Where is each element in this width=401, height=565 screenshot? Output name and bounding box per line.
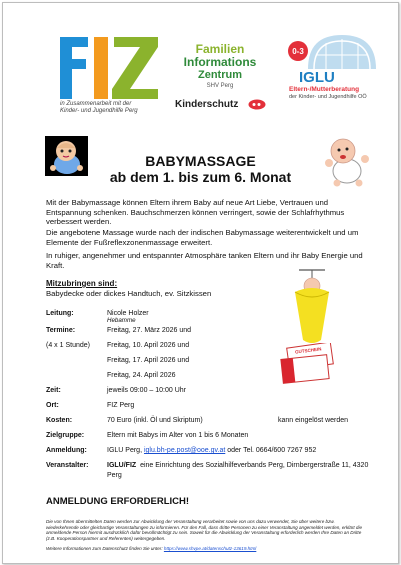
ort-label bbox=[46, 401, 59, 411]
fiz-subtitle-line: in Zusammenarbeit mit der bbox=[60, 101, 132, 107]
termin-date: Freitag, 24. April 2026 bbox=[107, 372, 176, 379]
svg-text:0-3: 0-3 bbox=[292, 47, 304, 56]
datenschutz-text: Die von Ihnen übermittelten Daten werden zur Abwicklung der Veranstaltung verarbeitet sowie von uns dazu verwendet, Sie über weitere bzw. wiederkehrende oder gleichartige Veranstaltungen zu informieren. Für den Fall, dass dritte Personen zu einer Veranstaltung angemeldet werden, erklärt die anmeldende Person hiermit ausdrücklich dafür bevollmächtigt zu sein. Soweit für die Abwicklung der Veranstaltung erforderlich werden Ihre Daten an Dritte (z.B. Kooperationspartner und Referenten) weitergegeben. bbox=[46, 519, 363, 541]
mitzubringen-text: Babydecke oder dickes Handtuch, ev. Sitzkissen bbox=[46, 289, 212, 298]
leitung-role: Hebamme bbox=[107, 317, 136, 324]
iglu-subtitle: Eltern-/Mutterberatung bbox=[289, 86, 360, 93]
datenschutz-info bbox=[46, 546, 364, 552]
intro-paragraph: Mit der Babymassage können Eltern ihrem Baby auf neue Art Liebe, Vertrauen und Entspannung schenken. Bauchschmerzen können verringert, sowie der Schlafrhythmus verbessert werden. bbox=[46, 198, 345, 226]
label-text: Ort: bbox=[46, 402, 59, 409]
familien-informations-zentrum-logo bbox=[175, 43, 265, 90]
label-text: Anmeldung: bbox=[46, 447, 87, 454]
kinderschutz-label: Kinderschutz bbox=[175, 99, 239, 110]
anmeldung-value bbox=[107, 446, 316, 456]
kosten-extra: kann eingelöst werden bbox=[278, 417, 349, 424]
termin-date: Freitag, 10. April 2026 und bbox=[107, 342, 190, 349]
anmeldung-prefix: IGLU Perg, bbox=[107, 447, 143, 454]
label-text: Leitung: bbox=[46, 310, 74, 317]
veranstalter-label bbox=[46, 461, 88, 471]
fiz-logo bbox=[58, 33, 168, 103]
termine-label bbox=[46, 326, 75, 336]
label-text: Zeit: bbox=[46, 387, 61, 394]
gutschein-label: GUTSCHEIN bbox=[294, 346, 322, 355]
ort-value: FIZ Perg bbox=[107, 402, 135, 409]
leitung-label bbox=[46, 309, 74, 319]
label-text: Termine: bbox=[46, 327, 76, 334]
fz-line: Informations bbox=[183, 55, 257, 69]
datenschutz-link[interactable]: https://www.shvpe.at/datenschutz-13619.html bbox=[163, 546, 257, 551]
event-subtitle: ab dem 1. bis zum 6. Monat bbox=[109, 169, 292, 185]
anmeldung-email-link[interactable]: iglu.bh-pe.post@ooe.gv.at bbox=[143, 447, 226, 454]
mitzubringen-heading: Mitzubringen sind: bbox=[46, 279, 118, 288]
termine-note: (4 x 1 Stunde) bbox=[46, 342, 90, 349]
iglu-subtitle-2: der Kinder- und Jugendhilfe OÖ bbox=[289, 94, 367, 100]
label-text: Kosten: bbox=[46, 417, 73, 424]
anmeldung-suffix: oder Tel. 0664/600 7267 952 bbox=[227, 447, 317, 454]
anmeldung-label bbox=[46, 446, 87, 456]
fiz-subtitle-line: Kinder- und Jugendhilfe Perg bbox=[60, 108, 138, 114]
zielgruppe-value: Eltern mit Babys im Alter von 1 bis 6 Monaten bbox=[107, 432, 249, 439]
event-title: BABYMASSAGE bbox=[145, 153, 256, 169]
zeit-value: jeweils 09:00 – 10:00 Uhr bbox=[107, 387, 186, 394]
fz-line: Zentrum bbox=[198, 69, 242, 81]
zielgruppe-label bbox=[46, 431, 84, 441]
fiz-subtitle bbox=[60, 101, 138, 115]
kosten-value: 70 Euro (inkl. Öl und Skriptum) bbox=[107, 417, 203, 424]
kosten-label bbox=[46, 416, 72, 426]
fz-line: Familien bbox=[195, 42, 245, 56]
wrapped-baby-icon bbox=[281, 268, 341, 348]
datenschutz-info-prefix: Weitere Informationen zum Datenschutz finden Sie unter: bbox=[46, 546, 163, 551]
veranstalter-text: eine Einrichtung des Sozialhilfeverbands Perg, Dirnbergerstraße 11, 4320 Perg bbox=[107, 462, 369, 479]
label-text: Zielgruppe: bbox=[46, 432, 85, 439]
iglu-title: IGLU bbox=[299, 69, 335, 86]
label-text: Veranstalter: bbox=[46, 462, 89, 469]
veranstalter-org: IGLU/FIZ bbox=[107, 462, 137, 469]
termin-date: Freitag, 17. April 2026 und bbox=[107, 357, 190, 364]
intro-paragraph: Die angebotene Massage wurde nach der indischen Babymassage weiterentwickelt und um Elemente der Fußreflexzonenmassage erweitert. bbox=[46, 228, 359, 247]
intro-paragraph: In ruhiger, angenehmer und entspannter Atmosphäre tanken Eltern und ihr Baby Energie und Kraft. bbox=[46, 251, 363, 270]
zeit-label bbox=[46, 386, 61, 396]
anmeldung-erforderlich: ANMELDUNG ERFORDERLICH! bbox=[46, 496, 190, 507]
termin-date: Freitag, 27. März 2026 und bbox=[107, 327, 192, 334]
leitung-name: Nicole Holzer bbox=[107, 310, 149, 317]
flyer-page bbox=[2, 2, 399, 564]
veranstalter-value bbox=[107, 461, 369, 481]
fz-siv: SHV Perg bbox=[206, 83, 234, 89]
kinderschutz-badge-icon bbox=[248, 99, 266, 110]
